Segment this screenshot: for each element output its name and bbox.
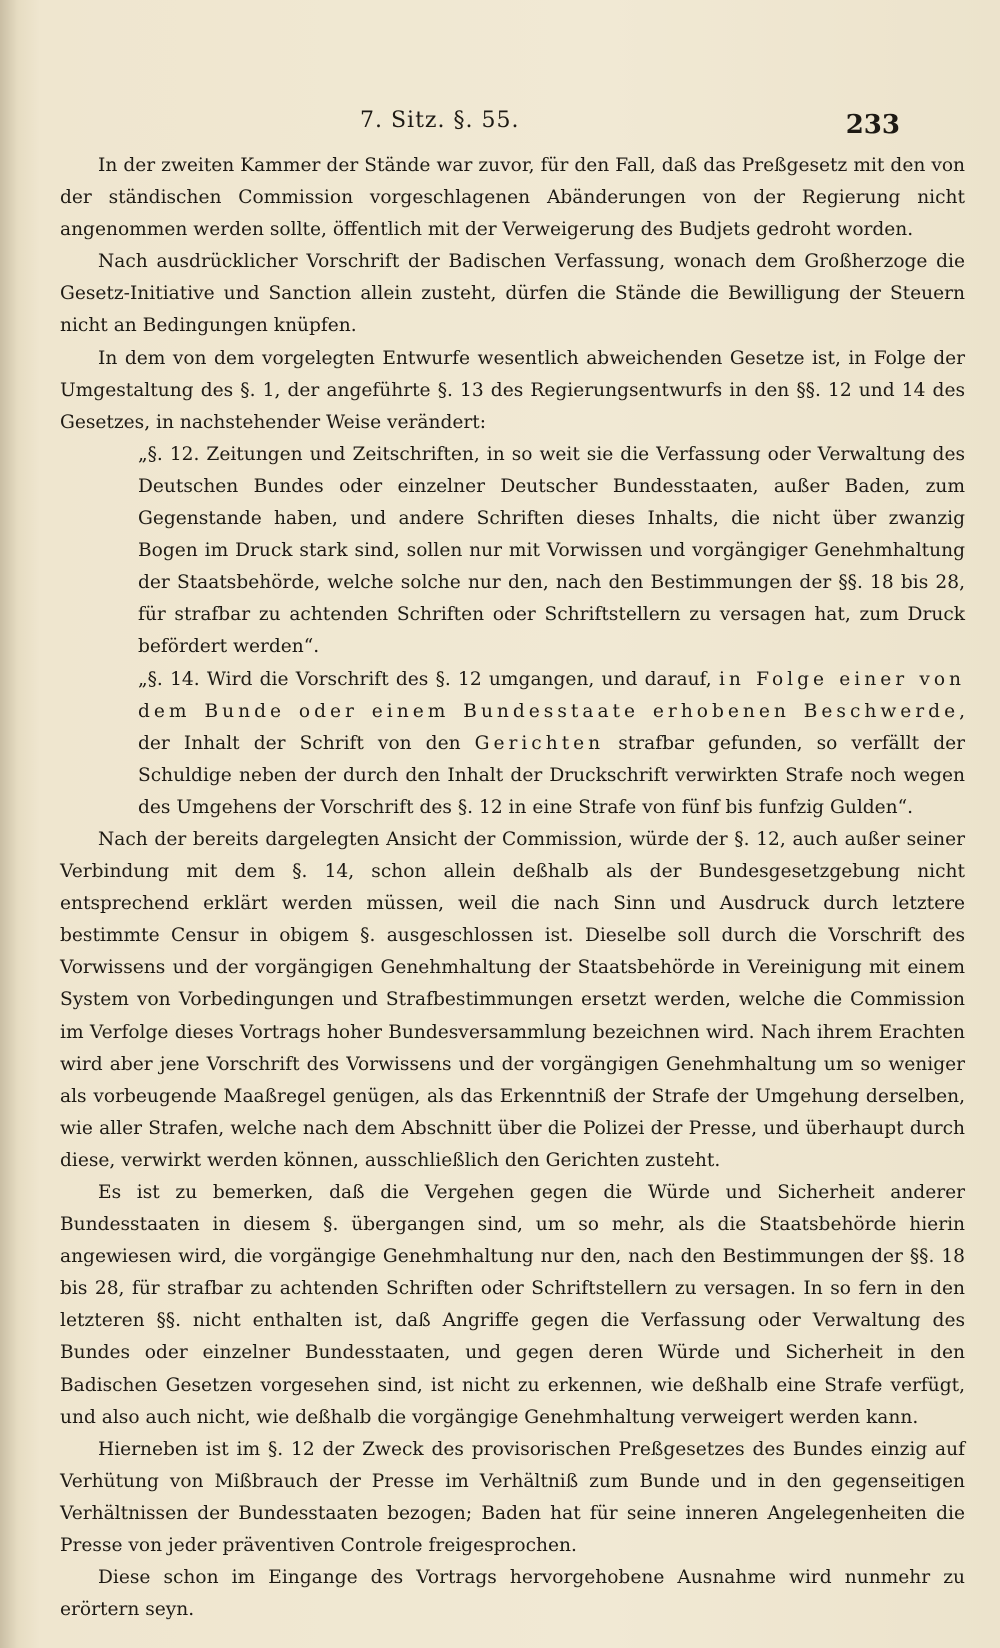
paragraph: Nach der bereits dargelegten Ansicht der Commission, würde der §. 12, auch außer seiner Verbindung mit dem §. 14, schon allein deßhalb als der Bundesgesetzgebung nicht entsprechend erklärt werden müssen, weil die nach Sinn und Ausdruck durch letztere bestimmte Censur in obigem §. ausgeschlossen ist. Dieselbe soll durch die Vorschrift des Vorwissens und der vorgängigen Genehmhaltung der Staatsbehörde in Vereinigung mit einem System von Vorbedingungen und Strafbestimmungen ersetzt werden, welche die Commission im Verfolge dieses Vortrags hoher Bundesversammlung bezeichnen wird. Nach ihrem Erachten wird aber jene Vorschrift des Vorwissens und der vorgängigen Genehmhaltung um so weniger als vorbeugende Maaßregel genügen, als das Erkenntniß der Strafe der Umgehung derselben, wie aller Strafen, welche nach dem Abschnitt über die Polizei der Presse, und überhaupt durch diese, verwirkt werden können, ausschließlich den Gerichten zusteht.	[60, 828, 965, 1171]
paragraph: In der zweiten Kammer der Stände war zuvor, für den Fall, daß das Preßgesetz mit den von der ständischen Commission vorgeschlagenen Abänderungen von der Regierung nicht angenommen werden sollte, öffentlich mit der Verweigerung des Budjets gedroht worden.	[60, 155, 965, 241]
quote-text: strafbar gefunden, so verfällt der Schuldige neben der durch den Inhalt der Druckschrift verwirkten Strafe noch wegen des Umgehens der Vorschrift des §. 12 in eine Strafe von fünf bis funfzig Gulden“.	[138, 732, 965, 818]
quote-text: „§. 14. Wird die Vorschrift des §. 12 umgangen, und darauf,	[138, 668, 719, 690]
page-header	[0, 108, 1000, 148]
page-body	[60, 150, 965, 1626]
quoted-section-14	[60, 664, 965, 824]
paragraph: Nach ausdrücklicher Vorschrift der Badischen Verfassung, wonach dem Großherzoge die Gesetz-Initiative und Sanction allein zusteht, dürfen die Stände die Bewilligung der Steuern nicht an Bedingungen knüpfen.	[60, 251, 965, 337]
paragraph: In dem von dem vorgelegten Entwurfe wesentlich abweichenden Gesetze ist, in Folge der Umgestaltung des §. 1, der angeführte §. 13 des Regierungsentwurfs in den §§. 12 und 14 des Gesetzes, in nachstehender Weise verändert:	[60, 347, 965, 433]
spaced-emphasis: in Folge einer von dem Bunde oder einem Bundesstaate erhobenen Beschwerde	[138, 668, 965, 722]
paragraph: Hierneben ist im §. 12 der Zweck des provisorischen Preßgesetzes des Bundes einzig auf Verhütung von Mißbrauch der Presse im Verhältniß zum Bunde und in den gegenseitigen Verhältnissen der Bundesstaaten bezogen; Baden hat für seine inneren Angelegenheiten die Presse von jeder präventiven Controle freigesprochen.	[60, 1438, 965, 1557]
paragraph: Es ist zu bemerken, daß die Vergehen gegen die Würde und Sicherheit anderer Bundesstaaten in diesem §. übergangen sind, um so mehr, als die Staatsbehörde hierin angewiesen wird, die vorgängige Genehmhaltung nur den, nach den Bestimmungen der §§. 18 bis 28, für strafbar zu achtenden Schriften oder Schriftstellern zu versagen. In so fern in den letzteren §§. nicht enthalten ist, daß Angriffe gegen die Verfassung oder Verwaltung des Bundes oder einzelner Bundesstaaten, und gegen deren Würde und Sicherheit in den Badischen Gesetzen vorgesehen sind, ist nicht zu erkennen, wie deßhalb eine Strafe verfügt, und also auch nicht, wie deßhalb die vorgängige Genehmhaltung verweigert werden kann.	[60, 1182, 965, 1428]
quote-text: , der Inhalt der Schrift von den	[138, 700, 965, 754]
quoted-section-12: „§. 12. Zeitungen und Zeitschriften, in so weit sie die Verfassung oder Verwaltung des Deutschen Bundes oder einzelner Deutscher Bundesstaaten, außer Baden, zum Gegenstande haben, und andere Schriften dieses Inhalts, die nicht über zwanzig Bogen im Druck stark sind, sollen nur mit Vorwissen und vorgängiger Genehmhaltung der Staatsbehörde, welche solche nur den, nach den Bestimmungen der §§. 18 bis 28, für strafbar zu achtenden Schriften oder Schriftstellern zu versagen hat, zum Druck befördert werden“.	[138, 443, 965, 658]
spaced-emphasis: Gerichten	[474, 732, 605, 754]
page-number: 233	[845, 110, 900, 140]
running-head: 7. Sitz. §. 55.	[360, 108, 520, 133]
paragraph: Diese schon im Eingange des Vortrags hervorgehobene Ausnahme wird nunmehr zu erörtern seyn.	[60, 1567, 965, 1621]
